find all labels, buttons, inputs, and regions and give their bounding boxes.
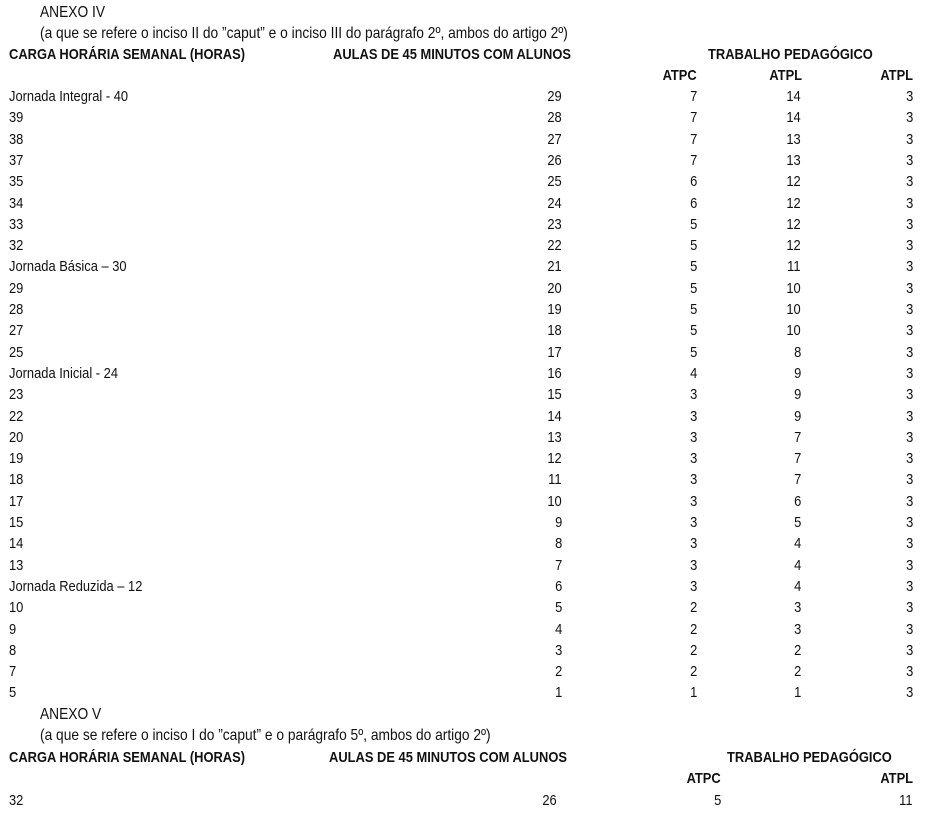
aulas-cell: 14 xyxy=(547,408,562,425)
anexo5-header-trabalho: TRABALHO PEDAGÓGICO xyxy=(727,749,892,766)
anexo5-header-atpc: ATPC xyxy=(686,770,721,787)
carga-cell: 32 xyxy=(9,792,24,809)
anexo4-header-carga: CARGA HORÁRIA SEMANAL (HORAS) xyxy=(9,46,246,63)
atpc-cell: 5 xyxy=(689,258,697,275)
atpc-cell: 7 xyxy=(689,152,697,169)
aulas-cell: 8 xyxy=(554,535,562,552)
atpc-cell: 6 xyxy=(689,195,697,212)
atpl2-cell: 3 xyxy=(905,237,913,254)
aulas-cell: 12 xyxy=(547,450,562,467)
anexo4-header-atpc: ATPC xyxy=(662,67,697,84)
atpc-cell: 7 xyxy=(689,131,697,148)
carga-cell: 34 xyxy=(9,195,24,212)
atpl-cell: 3 xyxy=(793,599,801,616)
atpl-cell: 9 xyxy=(793,408,801,425)
carga-cell: 23 xyxy=(9,386,24,403)
anexo5-subtitle: (a que se refere o inciso I do ”caput” e o parágrafo 5º, ambos do artigo 2º) xyxy=(40,727,491,744)
aulas-cell: 22 xyxy=(547,237,562,254)
atpl-cell: 7 xyxy=(793,450,801,467)
carga-cell: 32 xyxy=(9,237,24,254)
aulas-cell: 18 xyxy=(547,322,562,339)
atpc-cell: 3 xyxy=(689,408,697,425)
aulas-cell: 26 xyxy=(542,792,557,809)
aulas-cell: 26 xyxy=(547,152,562,169)
atpc-cell: 5 xyxy=(689,344,697,361)
atpl2-cell: 3 xyxy=(905,386,913,403)
atpl-cell: 9 xyxy=(793,365,801,382)
anexo4-header-aulas: AULAS DE 45 MINUTOS COM ALUNOS xyxy=(333,46,571,63)
anexo5-header-aulas: AULAS DE 45 MINUTOS COM ALUNOS xyxy=(329,749,567,766)
atpl-cell: 5 xyxy=(793,514,801,531)
atpl-cell: 6 xyxy=(793,493,801,510)
atpl2-cell: 3 xyxy=(905,216,913,233)
carga-cell: Jornada Inicial - 24 xyxy=(9,365,119,382)
aulas-cell: 6 xyxy=(554,578,562,595)
atpc-cell: 7 xyxy=(689,109,697,126)
aulas-cell: 21 xyxy=(547,258,562,275)
atpc-cell: 3 xyxy=(689,429,697,446)
aulas-cell: 13 xyxy=(547,429,562,446)
aulas-cell: 25 xyxy=(547,173,562,190)
carga-cell: 39 xyxy=(9,109,24,126)
carga-cell: 20 xyxy=(9,429,24,446)
aulas-cell: 16 xyxy=(547,365,562,382)
atpc-cell: 3 xyxy=(689,471,697,488)
atpl2-cell: 3 xyxy=(905,365,913,382)
atpl2-cell: 3 xyxy=(905,599,913,616)
atpc-cell: 7 xyxy=(689,88,697,105)
anexo5-header-atpl: ATPL xyxy=(880,770,913,787)
atpl-cell: 4 xyxy=(793,578,801,595)
carga-cell: 38 xyxy=(9,131,24,148)
carga-cell: 29 xyxy=(9,280,24,297)
aulas-cell: 10 xyxy=(547,493,562,510)
atpl2-cell: 3 xyxy=(905,322,913,339)
atpl2-cell: 3 xyxy=(905,684,913,701)
carga-cell: 19 xyxy=(9,450,24,467)
atpl-cell: 2 xyxy=(793,663,801,680)
atpl2-cell: 3 xyxy=(905,131,913,148)
aulas-cell: 17 xyxy=(547,344,562,361)
aulas-cell: 19 xyxy=(547,301,562,318)
atpc-cell: 3 xyxy=(689,535,697,552)
anexo4-header-atpl: ATPL xyxy=(769,67,802,84)
atpl2-cell: 3 xyxy=(905,557,913,574)
atpl2-cell: 3 xyxy=(905,344,913,361)
atpl-cell: 1 xyxy=(793,684,801,701)
carga-cell: Jornada Integral - 40 xyxy=(9,88,129,105)
atpl-cell: 12 xyxy=(786,216,801,233)
carga-cell: 35 xyxy=(9,173,24,190)
atpl2-cell: 3 xyxy=(905,173,913,190)
anexo5-title: ANEXO V xyxy=(40,706,102,723)
aulas-cell: 29 xyxy=(547,88,562,105)
anexo4-header-atpl-2: ATPL xyxy=(880,67,913,84)
atpl-cell: 14 xyxy=(786,109,801,126)
aulas-cell: 5 xyxy=(554,599,562,616)
atpl2-cell: 3 xyxy=(905,195,913,212)
aulas-cell: 11 xyxy=(548,471,562,488)
aulas-cell: 20 xyxy=(547,280,562,297)
anexo4-header-trabalho: TRABALHO PEDAGÓGICO xyxy=(708,46,873,63)
atpl2-cell: 3 xyxy=(905,109,913,126)
atpl-cell: 12 xyxy=(786,173,801,190)
atpl2-cell: 3 xyxy=(905,514,913,531)
atpl2-cell: 3 xyxy=(905,578,913,595)
carga-cell: 25 xyxy=(9,344,24,361)
atpc-cell: 5 xyxy=(689,216,697,233)
atpl-cell: 12 xyxy=(786,195,801,212)
atpl-cell: 10 xyxy=(786,301,801,318)
aulas-cell: 28 xyxy=(547,109,562,126)
carga-cell: 27 xyxy=(9,322,24,339)
aulas-cell: 7 xyxy=(554,557,562,574)
anexo4-subtitle: (a que se refere o inciso II do ”caput” e o inciso III do parágrafo 2º, ambos do artigo 2º) xyxy=(40,25,568,42)
atpc-cell: 2 xyxy=(689,642,697,659)
atpl-cell: 13 xyxy=(786,131,801,148)
atpl2-cell: 3 xyxy=(905,301,913,318)
atpc-cell: 4 xyxy=(689,365,697,382)
atpl-cell: 13 xyxy=(786,152,801,169)
aulas-cell: 27 xyxy=(547,131,562,148)
atpc-cell: 5 xyxy=(689,322,697,339)
anexo4-title: ANEXO IV xyxy=(40,4,105,21)
atpc-cell: 3 xyxy=(689,514,697,531)
carga-cell: 7 xyxy=(9,663,17,680)
atpl2-cell: 3 xyxy=(905,429,913,446)
aulas-cell: 23 xyxy=(547,216,562,233)
carga-cell: 9 xyxy=(9,621,17,638)
atpc-cell: 5 xyxy=(689,237,697,254)
atpl-cell: 4 xyxy=(793,557,801,574)
atpl2-cell: 3 xyxy=(905,642,913,659)
atpc-cell: 6 xyxy=(689,173,697,190)
atpl2-cell: 3 xyxy=(905,280,913,297)
carga-cell: 15 xyxy=(9,514,24,531)
atpl2-cell: 3 xyxy=(905,258,913,275)
atpc-cell: 3 xyxy=(689,557,697,574)
atpc-cell: 2 xyxy=(689,621,697,638)
atpl-cell: 11 xyxy=(787,258,801,275)
atpl2-cell: 3 xyxy=(905,450,913,467)
atpl2-cell: 3 xyxy=(905,88,913,105)
carga-cell: 5 xyxy=(9,684,17,701)
atpl2-cell: 3 xyxy=(905,621,913,638)
aulas-cell: 9 xyxy=(554,514,562,531)
carga-cell: 37 xyxy=(9,152,24,169)
carga-cell: 33 xyxy=(9,216,24,233)
atpl-cell: 14 xyxy=(786,88,801,105)
atpc-cell: 5 xyxy=(713,792,721,809)
carga-cell: 13 xyxy=(9,557,24,574)
atpl2-cell: 3 xyxy=(905,493,913,510)
atpl-cell: 8 xyxy=(793,344,801,361)
atpc-cell: 3 xyxy=(689,493,697,510)
atpl-cell: 11 xyxy=(899,792,913,809)
atpl-cell: 7 xyxy=(793,471,801,488)
atpl2-cell: 3 xyxy=(905,408,913,425)
atpc-cell: 5 xyxy=(689,301,697,318)
atpc-cell: 3 xyxy=(689,386,697,403)
carga-cell: 14 xyxy=(9,535,24,552)
atpc-cell: 5 xyxy=(689,280,697,297)
carga-cell: 17 xyxy=(9,493,24,510)
carga-cell: Jornada Reduzida – 12 xyxy=(9,578,143,595)
atpc-cell: 1 xyxy=(689,684,697,701)
aulas-cell: 3 xyxy=(554,642,562,659)
atpl-cell: 10 xyxy=(786,280,801,297)
atpl-cell: 4 xyxy=(793,535,801,552)
atpc-cell: 3 xyxy=(689,578,697,595)
aulas-cell: 2 xyxy=(554,663,562,680)
atpl-cell: 7 xyxy=(793,429,801,446)
aulas-cell: 15 xyxy=(547,386,562,403)
atpl-cell: 3 xyxy=(793,621,801,638)
aulas-cell: 1 xyxy=(554,684,562,701)
atpl2-cell: 3 xyxy=(905,663,913,680)
carga-cell: 8 xyxy=(9,642,17,659)
atpc-cell: 3 xyxy=(689,450,697,467)
atpl-cell: 9 xyxy=(793,386,801,403)
atpl2-cell: 3 xyxy=(905,471,913,488)
atpc-cell: 2 xyxy=(689,599,697,616)
atpl-cell: 12 xyxy=(786,237,801,254)
aulas-cell: 4 xyxy=(554,621,562,638)
atpl-cell: 2 xyxy=(793,642,801,659)
aulas-cell: 24 xyxy=(547,195,562,212)
atpl2-cell: 3 xyxy=(905,535,913,552)
carga-cell: Jornada Básica – 30 xyxy=(9,258,127,275)
carga-cell: 18 xyxy=(9,471,24,488)
atpl-cell: 10 xyxy=(786,322,801,339)
carga-cell: 28 xyxy=(9,301,24,318)
carga-cell: 10 xyxy=(9,599,24,616)
atpl2-cell: 3 xyxy=(905,152,913,169)
atpc-cell: 2 xyxy=(689,663,697,680)
carga-cell: 22 xyxy=(9,408,24,425)
anexo5-header-carga: CARGA HORÁRIA SEMANAL (HORAS) xyxy=(9,749,246,766)
